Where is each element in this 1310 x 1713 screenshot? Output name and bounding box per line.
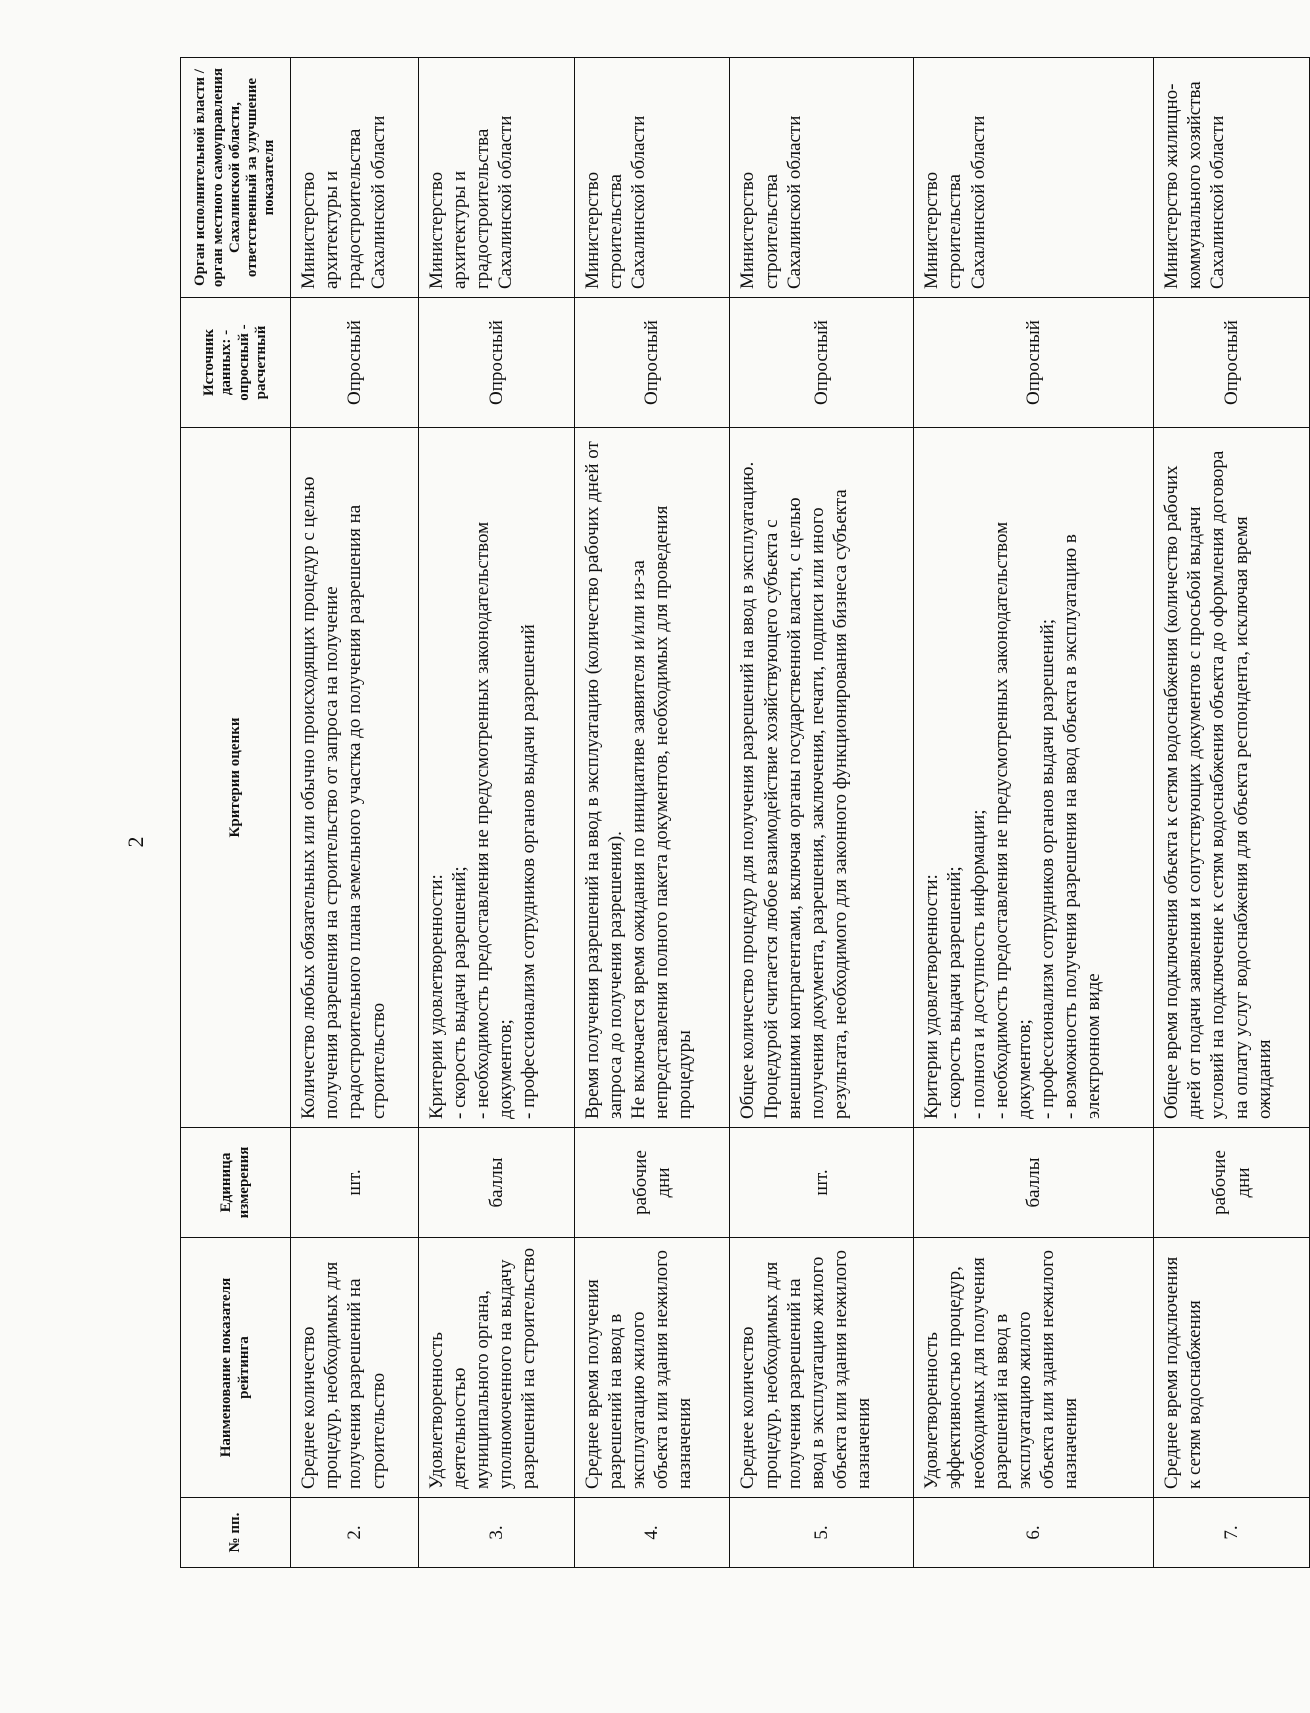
criteria-line: - необходимость предоставления не предусмотренных законодательством документов;: [990, 521, 1035, 1119]
header-criteria: Критерии оценки: [181, 428, 291, 1128]
responsible-authority: Министерство строительства Сахалинской области: [574, 58, 730, 298]
data-source: Опросный: [730, 298, 914, 428]
unit-of-measure: баллы: [418, 1128, 574, 1238]
row-number: 7.: [1154, 1498, 1310, 1568]
table-row: [730, 58, 914, 1568]
table-row: [1154, 58, 1310, 1568]
criteria-line: - профессионализм сотрудников органов выдачи разрешений;: [1037, 618, 1059, 1119]
responsible-authority: Министерство жилищно-коммунального хозяйства Сахалинской области: [1154, 58, 1310, 298]
unit-of-measure: рабочие дни: [574, 1128, 730, 1238]
criteria-line: Процедурой считается любое взаимодействие хозяйствующего субъекта с внешними контрагентами, включая органы государственной власти, с целью получения документа, разрешения, заключения, печати, подписи или иного результата, необходимого для законного функционирования бизнеса субъекта: [760, 489, 852, 1119]
data-source: Опросный: [574, 298, 730, 428]
evaluation-criteria: [730, 428, 914, 1128]
criteria-line: - необходимость предоставления не предусмотренных законодательством документов;: [472, 521, 517, 1119]
rating-table: [180, 57, 1310, 1568]
indicator-name: Среднее количество процедур, необходимых для получения разрешений на ввод в эксплуатацию жилого объекта или здания нежилого назначения: [730, 1238, 914, 1498]
indicator-name: Удовлетворенность деятельностью муниципального органа, уполномоченного на выдачу разрешений на строительство: [418, 1238, 574, 1498]
criteria-line: - скорость выдачи разрешений;: [448, 866, 470, 1119]
header-num: № пп.: [181, 1498, 291, 1568]
responsible-authority: Министерство строительства Сахалинской области: [914, 58, 1154, 298]
criteria-line: Время получения разрешений на ввод в эксплуатацию (количество рабочих дней от запроса до получения разрешения).: [581, 441, 626, 1119]
unit-of-measure: шт.: [291, 1128, 419, 1238]
header-source: Источник данных: - опросный - расчетный: [181, 298, 291, 428]
page-number: 2: [123, 836, 148, 848]
table-header-row: [181, 58, 291, 1568]
criteria-line: Общее количество процедур для получения разрешений на ввод в эксплуатацию.: [737, 461, 759, 1119]
row-number: 2.: [291, 1498, 419, 1568]
criteria-line: Критерии удовлетворенности:: [425, 874, 447, 1119]
criteria-line: Общее время подключения объекта к сетям водоснабжения (количество рабочих дней от подачи заявления и сопутствующих документов с просьбой выдачи условий на подключение к сетям водоснабжения объекта до оформления договора на оплату услуг водоснабжения для объекта респондента, исключая время ожидания: [1161, 450, 1275, 1119]
header-name: Наименование показателя рейтинга: [181, 1238, 291, 1498]
unit-of-measure: рабочие дни: [1154, 1128, 1310, 1238]
responsible-authority: Министерство архитектуры и градостроительства Сахалинской области: [418, 58, 574, 298]
criteria-line: - возможность получения разрешения на ввод объекта в эксплуатацию в электронном виде: [1060, 534, 1105, 1119]
table-row: [418, 58, 574, 1568]
criteria-line: Количество любых обязательных или обычно происходящих процедур с целью получения разрешения на строительство от запроса на получение градостроительного плана земельного участка до получения разрешения на строительство: [298, 476, 389, 1119]
data-source: Опросный: [1154, 298, 1310, 428]
criteria-line: Критерии удовлетворенности:: [921, 874, 943, 1119]
row-number: 6.: [914, 1498, 1154, 1568]
table-row: [914, 58, 1154, 1568]
evaluation-criteria: [914, 428, 1154, 1128]
indicator-name: Среднее время подключения к сетям водоснабжения: [1154, 1238, 1310, 1498]
data-source: Опросный: [418, 298, 574, 428]
responsible-authority: Министерство строительства Сахалинской области: [730, 58, 914, 298]
responsible-authority: Министерство архитектуры и градостроительства Сахалинской области: [291, 58, 419, 298]
unit-of-measure: шт.: [730, 1128, 914, 1238]
evaluation-criteria: [418, 428, 574, 1128]
header-authority: Орган исполнительной власти / орган местного самоуправления Сахалинской области, ответственный за улучшение показателя: [181, 58, 291, 298]
row-number: 4.: [574, 1498, 730, 1568]
header-unit: Единица измерения: [181, 1128, 291, 1238]
data-source: Опросный: [914, 298, 1154, 428]
evaluation-criteria: [1154, 428, 1310, 1128]
criteria-line: Не включается время ожидания по инициативе заявителя и/или из-за непредставления полного пакета документов, необходимых для проведения процедуры: [627, 505, 696, 1119]
table-body: [291, 58, 1310, 1568]
indicator-name: Среднее время получения разрешений на ввод в эксплуатацию жилого объекта или здания нежилого назначения: [574, 1238, 730, 1498]
unit-of-measure: баллы: [914, 1128, 1154, 1238]
indicator-name: Удовлетворенность эффективностью процедур, необходимых для получения разрешений на ввод в эксплуатацию жилого объекта или здания нежилого назначения: [914, 1238, 1154, 1498]
indicator-name: Среднее количество процедур, необходимых для получения разрешений на строительство: [291, 1238, 419, 1498]
criteria-line: - скорость выдачи разрешений;: [944, 866, 966, 1119]
row-number: 5.: [730, 1498, 914, 1568]
row-number: 3.: [418, 1498, 574, 1568]
table-row: [291, 58, 419, 1568]
criteria-line: - полнота и доступность информации;: [967, 809, 989, 1119]
evaluation-criteria: [291, 428, 419, 1128]
criteria-line: - профессионализм сотрудников органов выдачи разрешений: [518, 624, 540, 1119]
evaluation-criteria: [574, 428, 730, 1128]
data-source: Опросный: [291, 298, 419, 428]
rating-table-container: [180, 58, 1310, 1568]
table-row: [574, 58, 730, 1568]
